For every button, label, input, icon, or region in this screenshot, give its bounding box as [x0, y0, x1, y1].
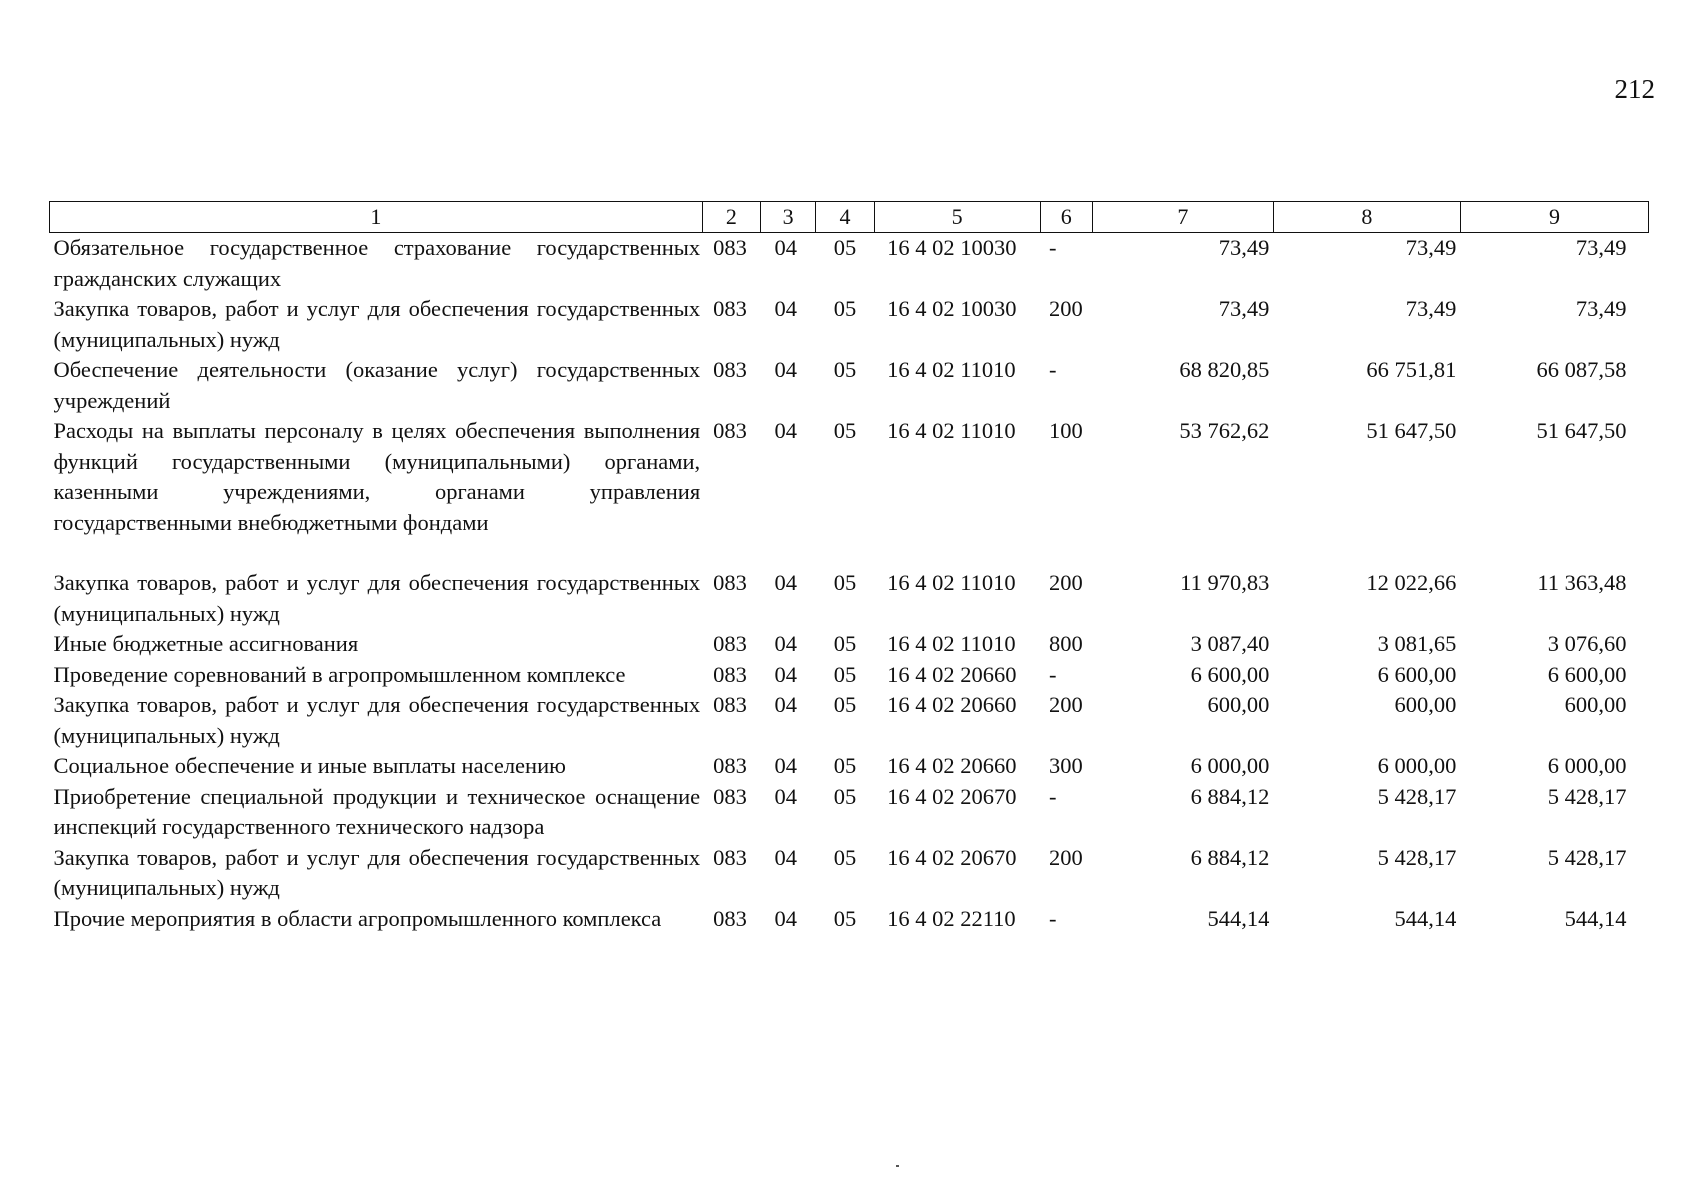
cell-c5: 16 4 02 11010 — [887, 418, 1016, 443]
table-row — [50, 782, 1649, 843]
cell-c9: 51 647,50 — [1536, 418, 1627, 443]
cell-c2: 083 — [713, 905, 747, 931]
cell-c4: 05 — [833, 570, 857, 595]
cell-c4: 05 — [833, 631, 857, 656]
cell-name: Проведение соревнований в агропромышленном комплексе — [53, 661, 626, 687]
table-row — [50, 294, 1649, 355]
header-row — [50, 202, 1649, 233]
cell-c9: 6 600,00 — [1547, 661, 1627, 687]
cell-c5: 16 4 02 20660 — [887, 753, 1017, 778]
table-row — [50, 355, 1649, 416]
cell-c3: 04 — [774, 570, 797, 595]
cell-name: Прочие мероприятия в области агропромышленного комплекса — [53, 905, 662, 931]
cell-c5: 16 4 02 11010 — [887, 357, 1016, 382]
cell-c8: 5 428,17 — [1377, 844, 1457, 870]
cell-c3: 04 — [774, 905, 797, 931]
cell-c2: 083 — [713, 753, 747, 778]
cell-c9: 5 428,17 — [1547, 783, 1627, 809]
cell-name: Иные бюджетные ассигнования — [53, 631, 359, 656]
cell-c9: 3 076,60 — [1547, 631, 1627, 656]
cell-c9: 600,00 — [1564, 692, 1627, 717]
cell-c2: 083 — [713, 418, 747, 443]
cell-c5: 16 4 02 20660 — [887, 692, 1017, 717]
cell-c8: 66 751,81 — [1366, 357, 1457, 382]
table-body — [50, 233, 1649, 935]
cell-c4: 05 — [833, 905, 857, 931]
cell-c7: 73,49 — [1218, 296, 1270, 321]
cell-c5: 16 4 02 11010 — [887, 631, 1016, 656]
cell-c6: - — [1049, 905, 1057, 931]
cell-c7: 600,00 — [1207, 692, 1270, 717]
cell-c3: 04 — [774, 296, 797, 321]
cell-c7: 6 884,12 — [1190, 783, 1270, 809]
cell-c2: 083 — [713, 844, 747, 870]
cell-c5: 16 4 02 10030 — [887, 296, 1017, 321]
table-row — [50, 904, 1649, 935]
budget-table — [49, 201, 1649, 934]
table-row — [50, 690, 1649, 751]
cell-c9: 544,14 — [1564, 905, 1627, 931]
cell-c7: 544,14 — [1207, 905, 1270, 931]
cell-name: Обязательное государственное страхование государственных гражданских служащих — [53, 235, 701, 291]
column-header-1: 1 — [50, 202, 703, 233]
cell-name: Социальное обеспечение и иные выплаты населению — [53, 753, 566, 778]
cell-c6: 200 — [1049, 844, 1083, 870]
cell-c5: 16 4 02 20670 — [887, 783, 1017, 809]
cell-c2: 083 — [713, 296, 747, 321]
cell-c6: 200 — [1049, 570, 1083, 595]
spacer-cell — [50, 538, 1649, 568]
cell-c4: 05 — [833, 753, 857, 778]
table-row — [50, 568, 1649, 629]
cell-name: Закупка товаров, работ и услуг для обеспечения государственных (муниципальных) нужд — [53, 692, 701, 748]
cell-c4: 05 — [833, 296, 857, 321]
column-header-6: 6 — [1040, 202, 1092, 233]
cell-c6: 300 — [1049, 753, 1083, 778]
scan-speck — [896, 1165, 899, 1167]
cell-name: Приобретение специальной продукции и техническое оснащение инспекций государственного технического надзора — [53, 783, 701, 839]
cell-name: Обеспечение деятельности (оказание услуг) государственных учреждений — [53, 357, 701, 413]
cell-c6: - — [1049, 783, 1057, 809]
cell-c3: 04 — [774, 692, 797, 717]
cell-c6: 200 — [1049, 296, 1083, 321]
cell-c2: 083 — [713, 235, 747, 260]
cell-c8: 6 600,00 — [1377, 661, 1457, 687]
cell-c6: - — [1049, 661, 1057, 687]
cell-c8: 5 428,17 — [1377, 783, 1457, 809]
cell-c7: 68 820,85 — [1179, 357, 1270, 382]
cell-c6: - — [1049, 357, 1057, 382]
cell-c7: 3 087,40 — [1190, 631, 1270, 656]
column-header-3: 3 — [761, 202, 816, 233]
cell-c8: 544,14 — [1394, 905, 1457, 931]
cell-c7: 6 884,12 — [1190, 844, 1270, 870]
column-header-9: 9 — [1460, 202, 1648, 233]
spacer-row — [50, 538, 1649, 568]
column-header-7: 7 — [1092, 202, 1273, 233]
cell-c3: 04 — [774, 418, 797, 443]
cell-c3: 04 — [774, 783, 797, 809]
column-header-4: 4 — [816, 202, 874, 233]
cell-c2: 083 — [713, 631, 747, 656]
cell-c9: 73,49 — [1575, 296, 1627, 321]
cell-c9: 73,49 — [1575, 235, 1627, 260]
cell-name: Закупка товаров, работ и услуг для обеспечения государственных (муниципальных) нужд — [53, 570, 701, 626]
table-row — [50, 660, 1649, 691]
cell-c8: 6 000,00 — [1377, 753, 1457, 778]
cell-c2: 083 — [713, 570, 747, 595]
cell-c6: 800 — [1049, 631, 1083, 656]
cell-c2: 083 — [713, 357, 747, 382]
cell-c4: 05 — [833, 844, 857, 870]
cell-c4: 05 — [833, 235, 857, 260]
cell-c4: 05 — [833, 661, 857, 687]
table-row — [50, 843, 1649, 904]
cell-c8: 73,49 — [1405, 296, 1457, 321]
cell-c3: 04 — [774, 631, 797, 656]
cell-c9: 66 087,58 — [1536, 357, 1627, 382]
cell-c9: 11 363,48 — [1537, 570, 1627, 595]
cell-name: Закупка товаров, работ и услуг для обеспечения государственных (муниципальных) нужд — [53, 844, 701, 900]
cell-c7: 53 762,62 — [1179, 418, 1270, 443]
cell-c8: 3 081,65 — [1377, 631, 1457, 656]
table-row — [50, 233, 1649, 295]
column-header-8: 8 — [1273, 202, 1460, 233]
cell-c4: 05 — [833, 783, 857, 809]
cell-c9: 6 000,00 — [1547, 753, 1627, 778]
cell-c5: 16 4 02 20660 — [887, 661, 1017, 687]
cell-c2: 083 — [713, 661, 747, 687]
cell-c2: 083 — [713, 783, 747, 809]
cell-c3: 04 — [774, 357, 797, 382]
cell-c5: 16 4 02 22110 — [887, 905, 1016, 931]
table-row — [50, 751, 1649, 782]
cell-c8: 73,49 — [1405, 235, 1457, 260]
cell-c8: 51 647,50 — [1366, 418, 1457, 443]
cell-c2: 083 — [713, 692, 747, 717]
cell-c8: 12 022,66 — [1366, 570, 1457, 595]
cell-c7: 6 000,00 — [1190, 753, 1270, 778]
table-header — [50, 202, 1649, 233]
cell-c5: 16 4 02 20670 — [887, 844, 1017, 870]
column-header-5: 5 — [874, 202, 1040, 233]
column-header-2: 2 — [702, 202, 760, 233]
cell-c5: 16 4 02 11010 — [887, 570, 1016, 595]
cell-c6: 100 — [1049, 418, 1083, 443]
cell-c7: 73,49 — [1218, 235, 1270, 260]
cell-c3: 04 — [774, 661, 797, 687]
cell-name: Закупка товаров, работ и услуг для обеспечения государственных (муниципальных) нужд — [53, 296, 701, 352]
table-row — [50, 416, 1649, 538]
cell-c4: 05 — [833, 357, 857, 382]
cell-c6: 200 — [1049, 692, 1083, 717]
cell-c5: 16 4 02 10030 — [887, 235, 1017, 260]
cell-c4: 05 — [833, 418, 857, 443]
cell-c4: 05 — [833, 692, 857, 717]
cell-c7: 11 970,83 — [1180, 570, 1270, 595]
cell-c8: 600,00 — [1394, 692, 1457, 717]
cell-c3: 04 — [774, 753, 797, 778]
cell-c6: - — [1049, 235, 1057, 260]
cell-c3: 04 — [774, 235, 797, 260]
table-row — [50, 629, 1649, 660]
cell-c3: 04 — [774, 844, 797, 870]
page-number: 212 — [1614, 74, 1655, 104]
cell-c7: 6 600,00 — [1190, 661, 1270, 687]
cell-c9: 5 428,17 — [1547, 844, 1627, 870]
cell-name: Расходы на выплаты персоналу в целях обеспечения выполнения функций государственными (муниципальными) органами, казенными учреждениями, органами управления государственными внебюджетными фондами — [53, 418, 701, 535]
